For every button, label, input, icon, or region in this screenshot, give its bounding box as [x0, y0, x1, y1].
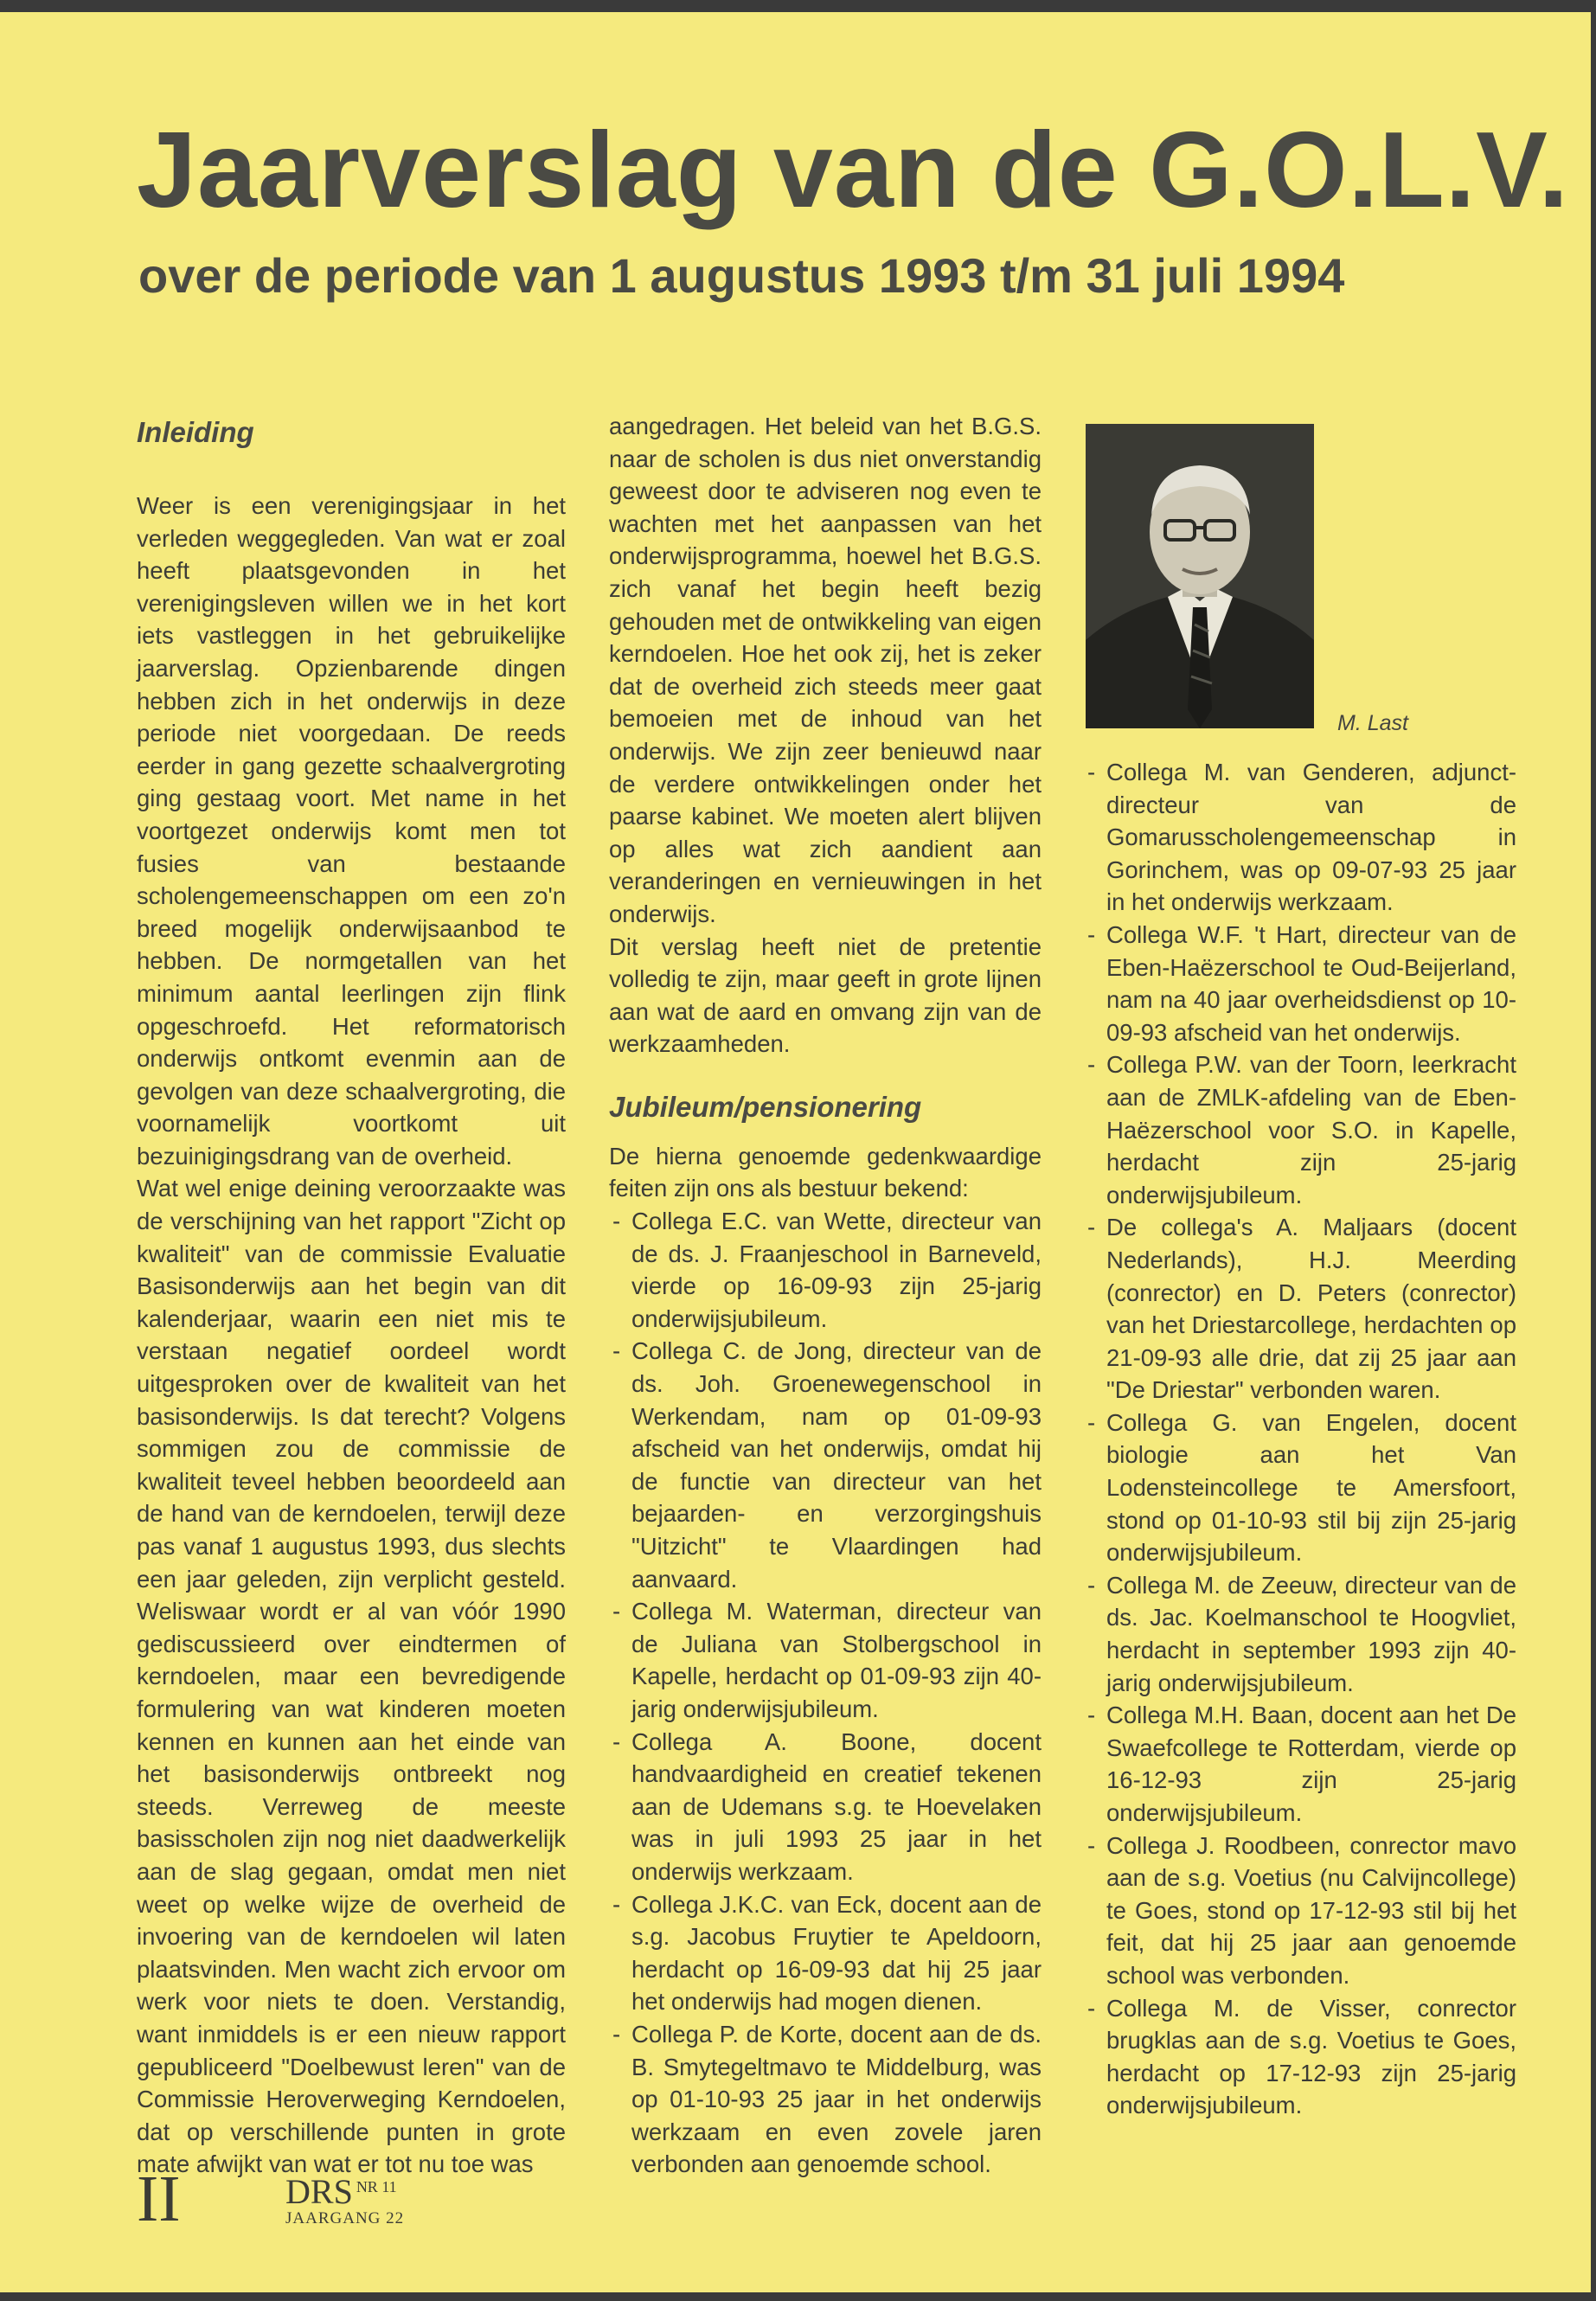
list-item: - Collega P. de Korte, docent aan de ds. B. Smytegeltmavo te Middelburg, was op 01-10-93 25 jaar in het onderwijs werkzaam en even zovele jaren verbonden aan genoemde school. — [609, 2018, 1042, 2181]
list-item: - Collega M. de Visser, conrector brugklas aan de s.g. Voetius te Goes, herdacht op 17-12-93 zijn 25-jarig onderwijsjubileum. — [1084, 1992, 1516, 2122]
list-item: - Collega M.H. Baan, docent aan het De Swaefcollege te Rotterdam, vierde op 16-12-93 zijn 25-jarig onderwijsjubileum. — [1084, 1699, 1516, 1829]
section-heading-jubileum: Jubileum/pensionering — [609, 1090, 922, 1123]
page-title: Jaarverslag van de G.O.L.V. — [137, 111, 1569, 230]
list-item: - Collega W.F. 't Hart, directeur van de Eben-Haëzerschool te Oud-Beijerland, nam na 40 jaar overheidsdienst op 10-09-93 afscheid van het onderwijs. — [1084, 919, 1516, 1048]
list-item: - Collega G. van Engelen, docent biologie aan het Van Lodensteincollege te Amersfoort, stond op 01-10-93 stil bij zijn 25-jarig onderwijsjubileum. — [1084, 1407, 1516, 1569]
jubilee-list-continued — [1084, 756, 1516, 2122]
column-2 — [609, 410, 1042, 2181]
portrait-photo — [1086, 424, 1314, 728]
volume-label: JAARGANG 22 — [285, 2209, 405, 2227]
issue-number: NR 11 — [356, 2178, 397, 2195]
list-item: - Collega P.W. van der Toorn, leerkracht aan de ZMLK-afdeling van de Eben-Haëzerschool voor S.O. in Kapelle, herdacht zijn 25-jarig onderwijsjubileum. — [1084, 1048, 1516, 1211]
paragraph: Dit verslag heeft niet de pretentie volledig te zijn, maar geeft in grote lijnen aan wat de aard en omvang zijn van de werkzaamheden. — [609, 933, 1042, 1058]
list-item: - Collega J. Roodbeen, conrector mavo aan de s.g. Voetius (nu Calvijncollege) te Goes, stond op 17-12-93 stil bij het feit, dat hij 25 jaar aan genoemde school was verbonden. — [1084, 1830, 1516, 1992]
list-item: - Collega C. de Jong, directeur van de ds. Joh. Groenewegenschool in Werkendam, nam op 01-09-93 afscheid van het onderwijs, omdat hij de functie van directeur van het bejaarden- en verzorgingshuis "Uitzicht" te Vlaardingen had aanvaard. — [609, 1335, 1042, 1595]
paragraph: aangedragen. Het beleid van het B.G.S. naar de scholen is dus niet onverstandig geweest door te adviseren nog even te wachten met het aanpassen van het onderwijsprogramma, hoewel het B.G.S. zich vanaf het begin heeft bezig gehouden met de ontwikkeling van eigen kerndoelen. Hoe het ook zij, het is zeker dat de overheid zich steeds meer gaat bemoeien met de inhoud van het onderwijs. We zijn zeer benieuwd naar de verdere ontwikkelingen onder het paarse kabinet. We moeten alert blijven op alles wat zich aandient aan veranderingen en vernieuwingen in het onderwijs. — [609, 413, 1042, 927]
magazine-name: DRS — [285, 2172, 353, 2211]
page-number: II — [137, 2163, 181, 2235]
column-3 — [1084, 756, 1516, 2122]
column-1 — [137, 410, 566, 2181]
list-item: - Collega M. Waterman, directeur van de Juliana van Stolbergschool in Kapelle, herdacht op 01-09-93 zijn 40-jarig onderwijsjubileum. — [609, 1595, 1042, 1725]
photo-caption: M. Last — [1337, 711, 1408, 735]
list-intro: De hierna genoemde gedenkwaardige feiten zijn ons als bestuur bekend: — [609, 1142, 1042, 1202]
list-item: - Collega A. Boone, docent handvaardigheid en creatief tekenen aan de Udemans s.g. te Hoevelaken was in juli 1993 25 jaar in het onderwijs werkzaam. — [609, 1726, 1042, 1888]
portrait-illustration — [1086, 424, 1314, 728]
list-item: - Collega M. van Genderen, adjunct-directeur van de Gomarusscholengemeenschap in Gorinchem, was op 09-07-93 25 jaar in het onderwijs werkzaam. — [1084, 756, 1516, 919]
paragraph: Weer is een verenigingsjaar in het verleden weggegleden. Van wat er zoal heeft plaatsgevonden in het verenigingsleven willen we in het kort iets vastleggen in het gebruikelijke jaarverslag. Opzienbarende dingen hebben zich in het onderwijs in deze periode niet voorgedaan. De reeds eerder in gang gezette schaalvergroting ging gestaag voort. Met name in het voortgezet onderwijs komt men tot fusies van bestaande scholengemeenschappen om een zo'n breed mogelijk onderwijsaanbod te hebben. De normgetallen van het minimum aantal leerlingen zijn flink opgeschroefd. Het reformatorisch onderwijs ontkomt evenmin aan de gevolgen van deze schaalvergroting, die voornamelijk voortkomt uit bezuinigingsdrang van de overheid. — [137, 492, 566, 1170]
list-item: - Collega E.C. van Wette, directeur van de ds. J. Fraanjeschool in Barneveld, vierde op 16-09-93 zijn 25-jarig onderwijsjubileum. — [609, 1205, 1042, 1335]
magazine-footer — [285, 2172, 405, 2228]
list-item: - Collega M. de Zeeuw, directeur van de ds. Jac. Koelmanschool te Hoogvliet, herdacht in september 1993 zijn 40-jarig onderwijsjubileum. — [1084, 1569, 1516, 1699]
section-heading-inleiding: Inleiding — [137, 416, 254, 448]
jubilee-list — [609, 1205, 1042, 2181]
page-subtitle: over de periode van 1 augustus 1993 t/m 31 juli 1994 — [138, 248, 1345, 303]
list-item: - Collega J.K.C. van Eck, docent aan de s.g. Jacobus Fruytier te Apeldoorn, herdacht op 16-09-93 dat hij 25 jaar het onderwijs had mogen dienen. — [609, 1888, 1042, 2018]
paragraph: Wat wel enige deining veroorzaakte was de verschijning van het rapport "Zicht op kwaliteit" van de commissie Evaluatie Basisonderwijs aan het begin van dit kalenderjaar, waarin een niet mis te verstaan negatief oordeel wordt uitgesproken over de kwaliteit van het basisonderwijs. Is dat terecht? Volgens sommigen zou de commissie de kwaliteit teveel hebben beoordeeld aan de hand van de kerndoelen, terwijl deze pas vanaf 1 augustus 1993, dus slechts een jaar geleden, zijn verplicht gesteld. Weliswaar wordt er al van vóór 1990 gediscussieerd over eindtermen of kerndoelen, maar een bevredigende formulering van wat kinderen moeten kennen en kunnen aan het einde van het basisonderwijs ontbreekt nog steeds. Verreweg de meeste basisscholen zijn nog niet daadwerkelijk aan de slag gegaan, omdat men niet weet op welke wijze de overheid de invoering van de kerndoelen wil laten plaatsvinden. Men wacht zich ervoor om werk voor niets te doen. Verstandig, want inmiddels is er een nieuw rapport gepubliceerd "Doelbewust leren" van de Commissie Heroverweging Kerndoelen, dat op verschillende punten in grote mate afwijkt van wat er tot nu toe was — [137, 1175, 566, 2178]
list-item: - De collega's A. Maljaars (docent Nederlands), H.J. Meerding (conrector) en D. Peters (conrector) van het Driestarcollege, herdachten op 21-09-93 alle drie, dat zij 25 jaar aan "De Driestar" verbonden waren. — [1084, 1211, 1516, 1407]
